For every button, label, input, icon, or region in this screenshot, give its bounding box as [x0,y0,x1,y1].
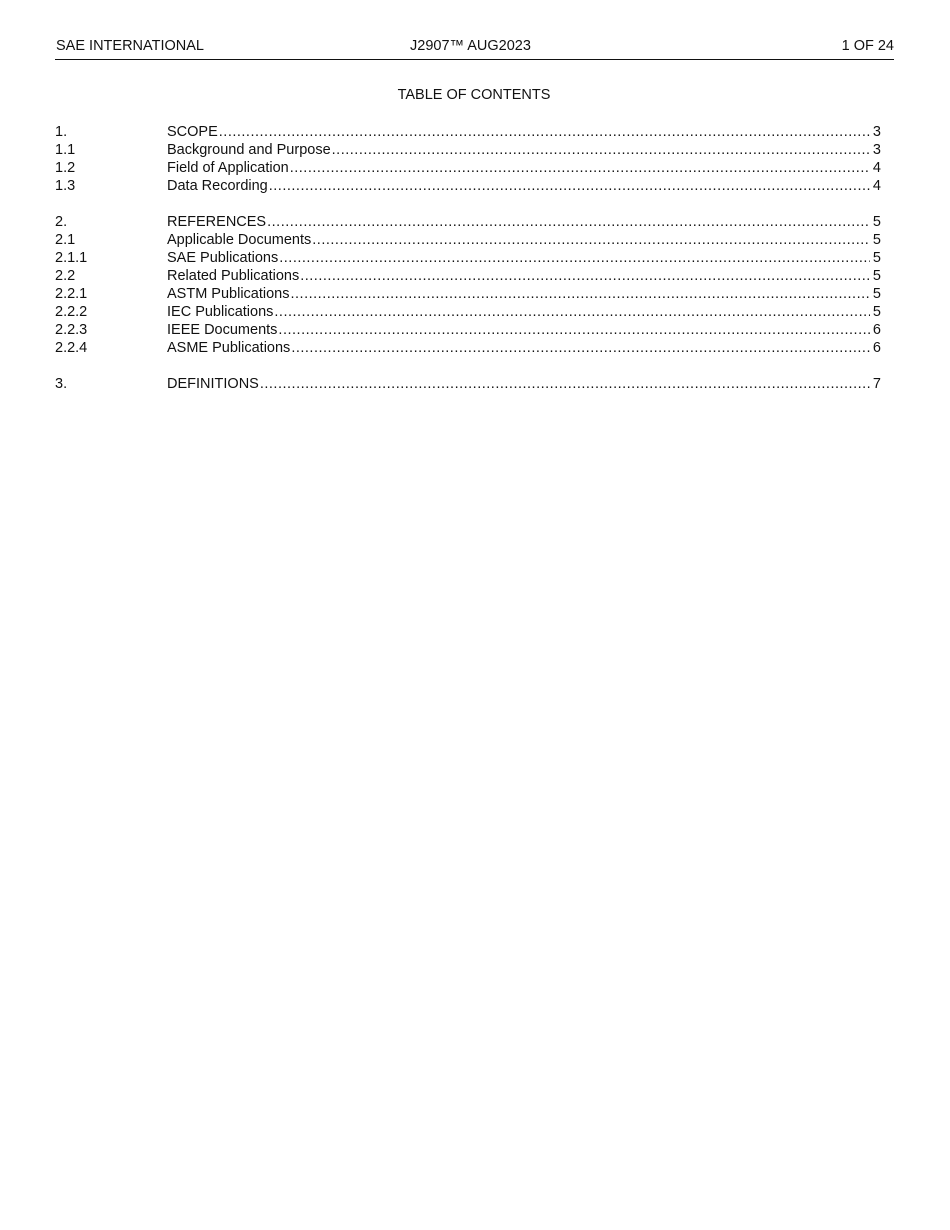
toc-entry-page: 5 [870,231,881,249]
toc-entry-page: 7 [870,375,881,393]
toc-entry-page: 5 [870,303,881,321]
toc-entry-label: Background and Purpose [167,142,331,158]
toc-entry-label: REFERENCES [167,214,267,230]
page-header [55,37,894,60]
toc-leader-dots [274,303,870,321]
toc-leader-dots [291,285,870,303]
toc-entry-label: Applicable Documents [167,232,312,248]
toc-entry-label: ASME Publications [167,340,291,356]
toc-leader-dots [279,249,870,267]
toc-leader-dots [312,231,870,249]
toc-entry-page: 4 [870,159,881,177]
toc-entry-number: 3. [55,376,68,392]
toc-leader-dots [260,375,870,393]
toc-entry-page: 6 [870,321,881,339]
toc-leader-dots [267,213,870,231]
toc-entry-label: DEFINITIONS [167,376,259,392]
toc-entry-page: 3 [870,123,881,141]
toc-list [55,123,881,393]
header-document-id: J2907™ AUG2023 [410,38,531,54]
toc-entry[interactable] [55,123,881,141]
toc-entry-page: 3 [870,141,881,159]
toc-entry-page: 5 [870,249,881,267]
toc-entry[interactable] [55,177,881,195]
toc-entry-label: Field of Application [167,160,289,176]
toc-entry-label: SAE Publications [167,250,279,266]
toc-entry-page: 6 [870,339,881,357]
toc-title: TABLE OF CONTENTS [397,87,551,103]
toc-entry-label: Related Publications [167,268,300,284]
toc-leader-dots [278,321,870,339]
toc-entry[interactable] [55,339,881,357]
toc-entry[interactable] [55,249,881,267]
toc-entry-number: 2.2.3 [55,322,88,338]
toc-leader-dots [291,339,870,357]
toc-entry-number: 2.2.4 [55,340,88,356]
toc-entry[interactable] [55,231,881,249]
toc-entry[interactable] [55,141,881,159]
toc-entry-page: 5 [870,267,881,285]
toc-entry[interactable] [55,321,881,339]
toc-entry-number: 2.2.2 [55,304,88,320]
toc-entry-page: 5 [870,213,881,231]
toc-leader-dots [290,159,870,177]
toc-entry[interactable] [55,303,881,321]
toc-entry-label: IEEE Documents [167,322,278,338]
toc-entry-label: SCOPE [167,124,218,140]
toc-entry-page: 5 [870,285,881,303]
toc-entry[interactable] [55,285,881,303]
toc-entry[interactable] [55,375,881,393]
toc-entry-page: 4 [870,177,881,195]
toc-entry-number: 2.1.1 [55,250,88,266]
toc-entry-number: 2. [55,214,68,230]
toc-leader-dots [332,141,870,159]
toc-entry[interactable] [55,159,881,177]
toc-entry-label: ASTM Publications [167,286,290,302]
toc-entry-number: 1.2 [55,160,76,176]
toc-entry-label: Data Recording [167,178,268,194]
toc-entry-label: IEC Publications [167,304,274,320]
header-organization: SAE INTERNATIONAL [56,38,204,54]
toc-entry-number: 1.1 [55,142,76,158]
toc-entry-number: 2.1 [55,232,76,248]
toc-entry-number: 2.2 [55,268,76,284]
toc-entry-number: 1.3 [55,178,76,194]
toc-leader-dots [300,267,870,285]
toc-entry[interactable] [55,267,881,285]
toc-entry-number: 1. [55,124,68,140]
toc-leader-dots [269,177,870,195]
toc-leader-dots [219,123,870,141]
header-page-number: 1 OF 24 [841,38,894,54]
toc-entry-number: 2.2.1 [55,286,88,302]
toc-entry[interactable] [55,213,881,231]
